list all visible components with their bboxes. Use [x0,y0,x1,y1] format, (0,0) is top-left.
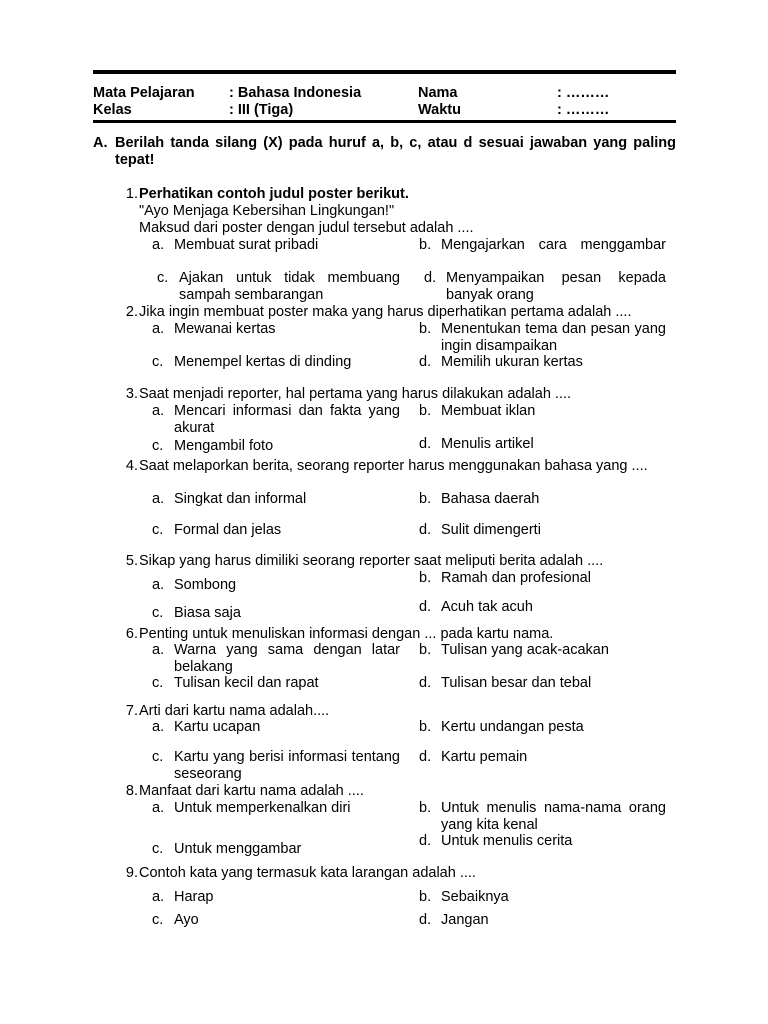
option-b[interactable] [419,403,666,420]
option-text: Memilih ukuran kertas [441,354,583,370]
time-label: Waktu [418,102,461,118]
option-b[interactable] [419,642,666,659]
option-letter: b. [419,719,432,735]
option-b[interactable] [419,719,666,736]
subject-label: Mata Pelajaran [93,85,195,101]
option-text: Biasa saja [174,605,241,621]
option-a[interactable] [152,237,400,254]
question-quote: "Ayo Menjaga Kebersihan Lingkungan!" [139,203,395,219]
option-letter: d. [419,522,432,538]
option-letter: c. [152,912,164,928]
option-letter: c. [152,522,164,538]
option-letter: a. [152,577,165,593]
option-c[interactable] [152,438,400,455]
exam-header [93,74,676,120]
question-4 [93,458,676,538]
class-value: : III (Tiga) [229,102,294,118]
option-text: Mengajarkan cara menggambar [441,237,666,253]
option-text: Tulisan kecil dan rapat [174,675,319,691]
option-letter: d. [419,675,432,691]
option-text: Untuk menulis nama-nama orang yang kita kenal [441,800,666,833]
option-text: Ajakan untuk tidak membuang sampah sembarangan [179,270,400,303]
question-text: Saat melaporkan berita, seorang reporter harus menggunakan bahasa yang .... [139,458,648,474]
option-a[interactable] [152,577,400,594]
option-letter: b. [419,800,432,816]
option-d[interactable] [419,522,666,539]
option-d[interactable] [419,749,666,766]
option-c[interactable] [152,605,400,622]
option-letter: a. [152,403,165,419]
question-number: 5. [125,553,138,569]
option-d[interactable] [419,912,666,929]
option-c[interactable] [152,522,400,539]
option-c[interactable] [152,749,400,783]
option-c[interactable] [152,841,400,858]
option-text: Sebaiknya [441,889,509,905]
question-number: 2. [125,304,138,320]
option-a[interactable] [152,800,400,817]
class-label: Kelas [93,102,132,118]
option-text: Ramah dan profesional [441,570,591,586]
option-letter: a. [152,642,165,658]
question-6 [93,626,676,691]
option-text: Tulisan yang acak-acakan [441,642,609,658]
option-a[interactable] [152,719,400,736]
question-text: Arti dari kartu nama adalah.... [139,703,330,719]
time-value: : ……… [557,102,610,118]
question-number: 3. [125,386,138,402]
question-text: Saat menjadi reporter, hal pertama yang harus dilakukan adalah .... [139,386,572,402]
option-text: Jangan [441,912,489,928]
option-letter: b. [419,403,432,419]
option-text: Ayo [174,912,199,928]
option-c[interactable] [152,354,400,371]
option-text: Warna yang sama dengan latar belakang [174,642,400,675]
question-8 [93,783,676,857]
option-letter: b. [419,321,432,337]
option-letter: a. [152,800,165,816]
option-text: Menulis artikel [441,436,534,452]
option-d[interactable] [419,436,666,453]
header-bottom-rule [93,120,676,123]
option-text: Kartu pemain [441,749,528,765]
question-5 [93,553,676,621]
question-number: 6. [125,626,138,642]
option-letter: a. [152,719,165,735]
question-1 [93,186,676,303]
option-text: Menempel kertas di dinding [174,354,352,370]
option-letter: b. [419,642,432,658]
question-number: 4. [125,458,138,474]
option-text: Singkat dan informal [174,491,307,507]
option-letter: c. [152,749,164,765]
option-letter: b. [419,570,432,586]
option-letter: c. [152,354,164,370]
option-letter: c. [152,841,164,857]
option-b[interactable] [419,889,666,906]
option-b[interactable] [419,237,666,254]
question-text: Jika ingin membuat poster maka yang harus diperhatikan pertama adalah .... [139,304,632,320]
option-letter: d. [424,270,437,286]
option-letter: d. [419,833,432,849]
student-name-value: : ……… [557,85,610,101]
question-number: 1. [125,186,138,202]
option-letter: c. [152,605,164,621]
option-b[interactable] [419,321,666,355]
option-text: Mewanai kertas [174,321,276,337]
section-instruction-text: Berilah tanda silang (X) pada huruf a, b, c, atau d sesuai jawaban yang paling tepat! [115,135,676,168]
exam-sheet [93,70,676,169]
option-letter: c. [152,675,164,691]
option-letter: a. [152,237,165,253]
option-text: Untuk menulis cerita [441,833,573,849]
option-text: Kartu yang berisi informasi tentang seseorang [174,749,400,782]
option-letter: b. [419,237,432,253]
option-d[interactable] [424,270,666,304]
option-text: Sulit dimengerti [441,522,541,538]
question-text: Manfaat dari kartu nama adalah .... [139,783,364,799]
option-a[interactable] [152,491,400,508]
question-subtext: Maksud dari poster dengan judul tersebut adalah .... [139,220,474,236]
option-letter: d. [419,749,432,765]
option-a[interactable] [152,321,400,338]
option-letter: c. [157,270,169,286]
option-c[interactable] [152,912,400,929]
option-a[interactable] [152,889,400,906]
question-7 [93,703,676,782]
question-3 [93,386,676,454]
option-text: Harap [174,889,214,905]
option-text: Acuh tak acuh [441,599,533,615]
question-text: Penting untuk menuliskan informasi dengan ... pada kartu nama. [139,626,554,642]
option-a[interactable] [152,642,400,676]
option-text: Mengambil foto [174,438,274,454]
option-d[interactable] [419,354,666,371]
option-text: Untuk memperkenalkan diri [174,800,351,816]
option-text: Sombong [174,577,237,593]
option-letter: d. [419,354,432,370]
option-letter: a. [152,889,165,905]
option-text: Untuk menggambar [174,841,302,857]
question-number: 8. [125,783,138,799]
option-letter: d. [419,912,432,928]
option-letter: b. [419,889,432,905]
option-text: Membuat iklan [441,403,536,419]
question-text: Sikap yang harus dimiliki seorang reporter saat meliputi berita adalah .... [139,553,604,569]
option-d[interactable] [419,599,666,616]
question-text: Perhatikan contoh judul poster berikut. [139,186,409,202]
section-label: A. [93,135,108,151]
option-text: Tulisan besar dan tebal [441,675,592,691]
option-text: Kertu undangan pesta [441,719,584,735]
option-letter: a. [152,321,165,337]
option-letter: b. [419,491,432,507]
option-text: Menyampaikan pesan kepada banyak orang [446,270,666,303]
option-letter: d. [419,436,432,452]
question-number: 9. [125,865,138,881]
option-a[interactable] [152,403,400,437]
option-text: Bahasa daerah [441,491,540,507]
option-text: Membuat surat pribadi [174,237,319,253]
subject-value: : Bahasa Indonesia [229,85,362,101]
option-text: Menentukan tema dan pesan yang ingin disampaikan [441,321,666,354]
option-letter: d. [419,599,432,615]
question-2 [93,304,676,370]
option-letter: a. [152,491,165,507]
option-d[interactable] [419,833,666,850]
question-text: Contoh kata yang termasuk kata larangan adalah .... [139,865,476,881]
question-number: 7. [125,703,138,719]
question-9 [93,865,676,928]
option-text: Mencari informasi dan fakta yang akurat [174,403,400,436]
student-name-label: Nama [418,85,458,101]
option-d[interactable] [419,675,666,692]
option-text: Formal dan jelas [174,522,282,538]
option-b[interactable] [419,491,666,508]
section-a-instruction [93,135,676,169]
option-b[interactable] [419,570,666,587]
option-c[interactable] [157,270,400,304]
option-text: Kartu ucapan [174,719,261,735]
option-b[interactable] [419,800,666,834]
option-letter: c. [152,438,164,454]
option-c[interactable] [152,675,400,692]
